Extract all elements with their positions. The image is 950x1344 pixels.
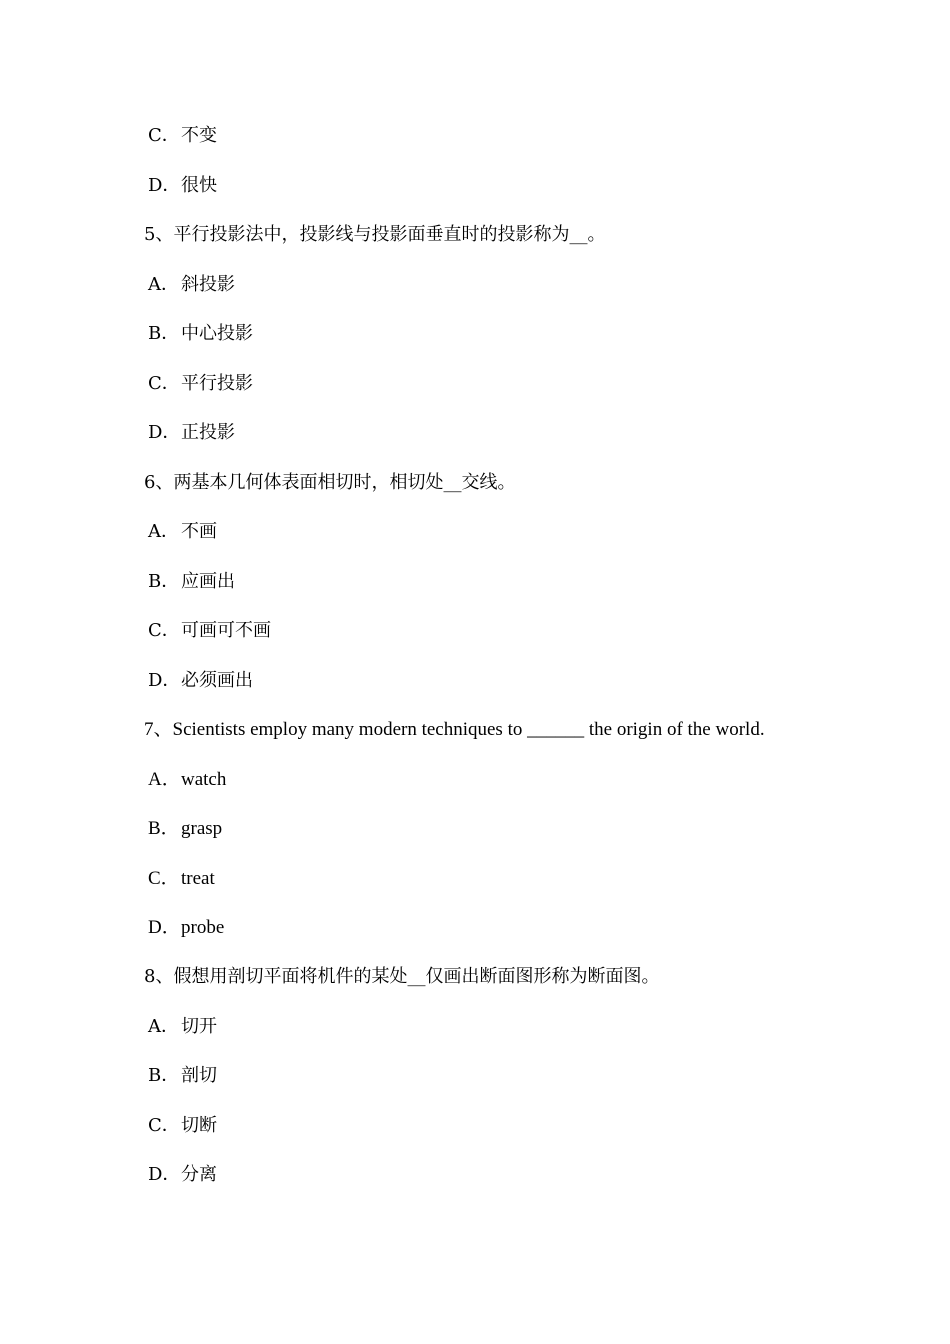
option-b-q6 bbox=[148, 567, 235, 597]
option-text: 正投影 bbox=[181, 422, 235, 443]
option-letter: A． bbox=[148, 521, 179, 542]
option-c-q7 bbox=[148, 864, 215, 894]
option-text: 分离 bbox=[181, 1164, 217, 1185]
option-a-q6 bbox=[148, 517, 217, 547]
option-letter: B． bbox=[148, 1065, 180, 1086]
option-text: treat bbox=[181, 868, 215, 889]
option-text: 切开 bbox=[181, 1016, 217, 1037]
option-letter: C． bbox=[148, 620, 180, 641]
option-text: grasp bbox=[181, 818, 223, 839]
option-b-q8 bbox=[148, 1061, 217, 1091]
option-text: watch bbox=[181, 769, 227, 790]
option-letter: D． bbox=[148, 422, 181, 443]
question-7: 7、Scientists employ many modern techniques to ______ the origin of the world. bbox=[144, 719, 765, 740]
option-c-q8 bbox=[148, 1111, 217, 1141]
option-letter: A． bbox=[148, 769, 181, 790]
option-text: 剖切 bbox=[181, 1065, 217, 1086]
option-text: 很快 bbox=[181, 175, 217, 196]
option-c-q6 bbox=[148, 616, 271, 646]
option-letter: C． bbox=[148, 868, 180, 889]
option-text: 切断 bbox=[181, 1115, 217, 1136]
option-c-q4 bbox=[148, 121, 217, 151]
question-6: 6、两基本几何体表面相切时，相切处__交线。 bbox=[144, 472, 516, 493]
option-letter: A． bbox=[148, 274, 179, 295]
option-letter: B． bbox=[148, 818, 180, 839]
option-letter: D． bbox=[148, 175, 181, 196]
option-text: 中心投影 bbox=[181, 323, 253, 344]
option-b-q5 bbox=[148, 319, 253, 349]
option-d-q4 bbox=[148, 171, 217, 201]
option-text: 不画 bbox=[181, 521, 217, 542]
option-a-q7 bbox=[148, 765, 226, 795]
question-8: 8、假想用剖切平面将机件的某处__仅画出断面图形称为断面图。 bbox=[144, 966, 660, 987]
option-a-q5 bbox=[148, 270, 235, 300]
question-5: 5、平行投影法中，投影线与投影面垂直时的投影称为__。 bbox=[144, 224, 606, 245]
option-text: 必须画出 bbox=[181, 670, 253, 691]
option-letter: D． bbox=[148, 1164, 181, 1185]
option-text: 平行投影 bbox=[181, 373, 253, 394]
option-a-q8 bbox=[148, 1012, 217, 1042]
option-b-q7 bbox=[148, 814, 222, 844]
option-letter: D． bbox=[148, 670, 181, 691]
option-text: 斜投影 bbox=[181, 274, 235, 295]
option-letter: A． bbox=[148, 1016, 179, 1037]
option-text: 不变 bbox=[181, 125, 217, 146]
option-d-q7 bbox=[148, 913, 224, 943]
option-letter: C． bbox=[148, 1115, 180, 1136]
option-c-q5 bbox=[148, 369, 253, 399]
option-d-q6 bbox=[148, 666, 253, 696]
option-text: 应画出 bbox=[181, 571, 235, 592]
option-text: probe bbox=[181, 917, 225, 938]
option-text: 可画可不画 bbox=[181, 620, 271, 641]
option-letter: C． bbox=[148, 125, 180, 146]
option-letter: D． bbox=[148, 917, 181, 938]
option-letter: B． bbox=[148, 571, 180, 592]
option-letter: B． bbox=[148, 323, 180, 344]
option-letter: C． bbox=[148, 373, 180, 394]
option-d-q8 bbox=[148, 1160, 217, 1190]
option-d-q5 bbox=[148, 418, 235, 448]
